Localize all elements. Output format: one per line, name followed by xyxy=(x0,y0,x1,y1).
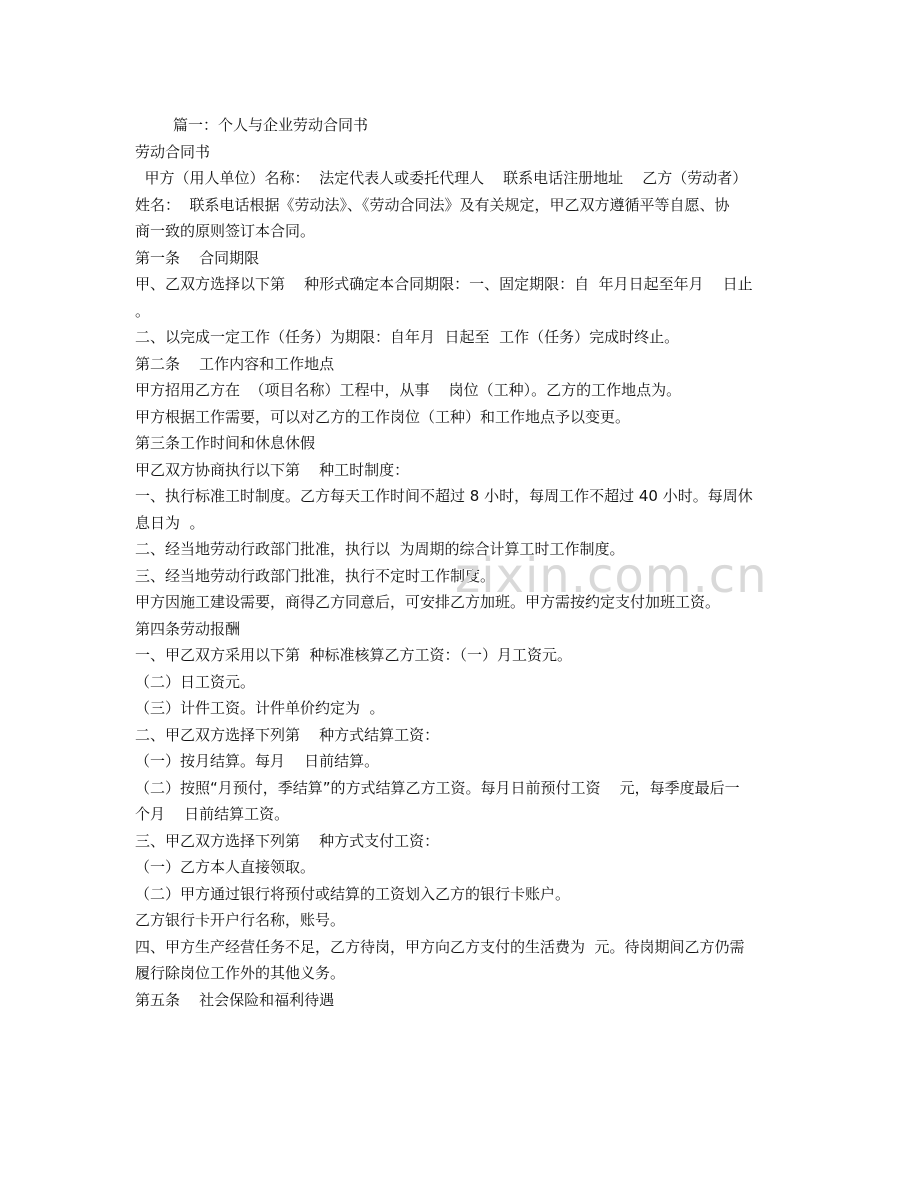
text-line: 甲、乙双方选择以下第 种形式确定本合同期限：一、固定期限：自 年月日起至年月 日止 xyxy=(135,275,753,293)
text-line: 姓名： 联系电话根据《劳动法》、《劳动合同法》及有关规定，甲乙双方遵循平等自愿、协 xyxy=(135,195,730,214)
text-line: （三）计件工资。计件单价约定为 。 xyxy=(135,699,385,717)
text-line: 乙方银行卡开户行名称，账号。 xyxy=(135,911,346,929)
contract-heading: 劳动合同书 xyxy=(135,142,211,161)
text-line: 二、甲乙双方选择下列第 种方式结算工资： xyxy=(135,725,440,744)
text-line: 三、经当地劳动行政部门批准，执行不定时工作制度。 xyxy=(135,566,496,585)
document-body xyxy=(135,112,787,1013)
text-line: 个月 日前结算工资。 xyxy=(135,805,290,823)
text-line: （一）按月结算。每月 日前结算。 xyxy=(135,752,380,770)
text-line: 二、以完成一定工作（任务）为期限：自年月 日起至 工作（任务）完成时终止。 xyxy=(135,328,680,346)
text-line: （二）甲方通过银行将预付或结算的工资划入乙方的银行卡账户。 xyxy=(135,884,571,903)
article-heading: 第四条劳动报酬 xyxy=(135,619,241,638)
text-line: （二）按照“月预付，季结算”的方式结算乙方工资。每月日前预付工资 元，每季度最后一 xyxy=(135,778,740,797)
text-line: 履行除岗位工作外的其他义务。 xyxy=(135,964,346,982)
article-heading: 第三条工作时间和休息休假 xyxy=(135,434,316,452)
text-line: 息日为 。 xyxy=(135,513,205,532)
text-line: 四、甲方生产经营任务不足，乙方待岗，甲方向乙方支付的生活费为 元。待岗期间乙方仍需 xyxy=(135,937,745,956)
document-title: 篇一：个人与企业劳动合同书 xyxy=(173,116,369,134)
text-line: 甲方根据工作需要，可以对乙方的工作岗位（工种）和工作地点予以变更。 xyxy=(135,407,631,426)
watermark: zixin.com.cn xyxy=(455,548,768,604)
text-line: 。 xyxy=(135,301,151,320)
article-heading: 第一条 合同期限 xyxy=(135,248,260,267)
text-line: 甲乙双方协商执行以下第 种工时制度： xyxy=(135,460,410,479)
text-line: （一）乙方本人直接领取。 xyxy=(135,858,316,876)
text-line: 三、甲乙双方选择下列第 种方式支付工资： xyxy=(135,831,440,850)
text-line: 甲方因施工建设需要，商得乙方同意后，可安排乙方加班。甲方需按约定支付加班工资。 xyxy=(135,593,721,611)
text-line: 一、甲乙双方采用以下第 种标准核算乙方工资：（一）月工资元。 xyxy=(135,646,573,664)
text-line: （二）日工资元。 xyxy=(135,672,256,691)
article-heading: 第二条 工作内容和工作地点 xyxy=(135,354,335,373)
article-heading: 第五条 社会保险和福利待遇 xyxy=(135,990,335,1009)
text-line: 甲方（用人单位）名称： 法定代表人或委托代理人 联系电话注册地址 乙方（劳动者） xyxy=(135,169,748,187)
text-line: 二、经当地劳动行政部门批准，执行以 为周期的综合计算工时工作制度。 xyxy=(135,540,625,558)
text-line: 商一致的原则签订本合同。 xyxy=(135,222,316,240)
text-line: 一、执行标准工时制度。乙方每天工作时间不超过 8 小时，每周工作不超过 40 小时。每周休 xyxy=(135,487,753,505)
text-line: 甲方招用乙方在 （项目名称）工程中，从事 岗位（工种）。乙方的工作地点为。 xyxy=(135,381,682,399)
